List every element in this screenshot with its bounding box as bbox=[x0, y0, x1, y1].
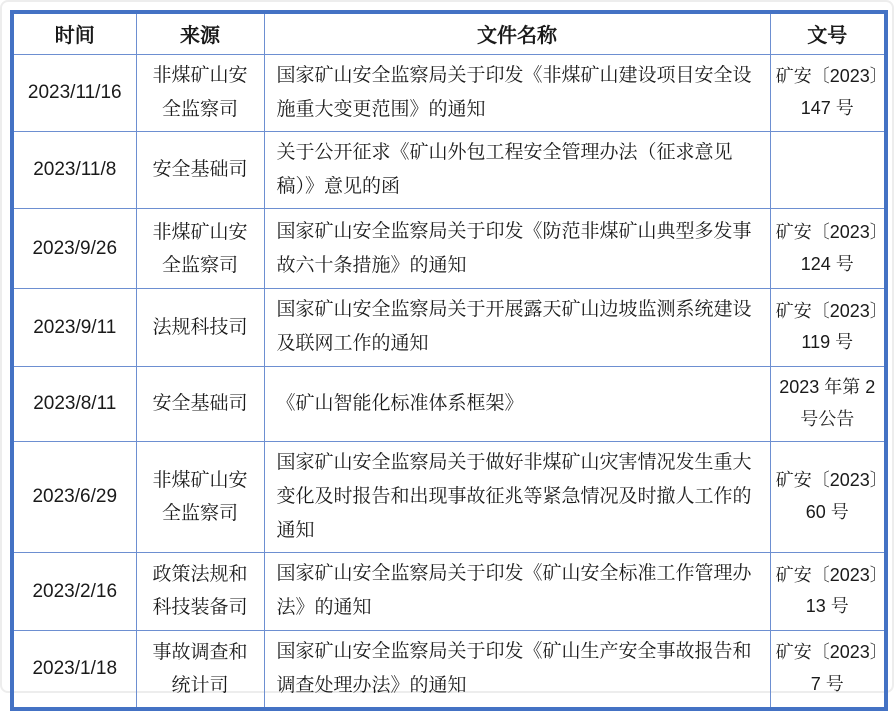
cell-title: 国家矿山安全监察局关于开展露天矿山边坡监测系统建设及联网工作的通知 bbox=[264, 289, 770, 366]
cell-title: 《矿山智能化标准体系框架》 bbox=[264, 366, 770, 441]
cell-time: 2023/9/11 bbox=[12, 289, 136, 366]
cell-time: 2023/11/8 bbox=[12, 131, 136, 208]
cell-source: 非煤矿山安全监察司 bbox=[136, 209, 264, 289]
cell-title: 国家矿山安全监察局关于印发《矿山生产安全事故报告和调查处理办法》的通知 bbox=[264, 630, 770, 709]
table-row bbox=[12, 54, 886, 131]
cell-time: 2023/11/16 bbox=[12, 54, 136, 131]
cell-source: 政策法规和科技装备司 bbox=[136, 553, 264, 630]
column-header-source: 来源 bbox=[136, 12, 264, 54]
cell-source: 安全基础司 bbox=[136, 366, 264, 441]
cell-source: 非煤矿山安全监察司 bbox=[136, 54, 264, 131]
table-row bbox=[12, 209, 886, 289]
cell-number: 矿安〔2023〕124 号 bbox=[770, 209, 886, 289]
regulations-table bbox=[10, 10, 888, 711]
cell-number: 矿安〔2023〕7 号 bbox=[770, 630, 886, 709]
table-row bbox=[12, 441, 886, 553]
cell-time: 2023/6/29 bbox=[12, 441, 136, 553]
cell-time: 2023/1/18 bbox=[12, 630, 136, 709]
column-header-title: 文件名称 bbox=[264, 12, 770, 54]
table-row bbox=[12, 366, 886, 441]
cell-source: 事故调查和统计司 bbox=[136, 630, 264, 709]
cell-title: 国家矿山安全监察局关于印发《防范非煤矿山典型多发事故六十条措施》的通知 bbox=[264, 209, 770, 289]
table-row bbox=[12, 630, 886, 709]
cell-source: 法规科技司 bbox=[136, 289, 264, 366]
header-row bbox=[12, 12, 886, 54]
cell-title: 国家矿山安全监察局关于做好非煤矿山灾害情况发生重大变化及时报告和出现事故征兆等紧急情况及时撤人工作的通知 bbox=[264, 441, 770, 553]
cell-number: 矿安〔2023〕60 号 bbox=[770, 441, 886, 553]
column-header-time: 时间 bbox=[12, 12, 136, 54]
cell-number: 矿安〔2023〕119 号 bbox=[770, 289, 886, 366]
cell-time: 2023/8/11 bbox=[12, 366, 136, 441]
cell-source: 安全基础司 bbox=[136, 131, 264, 208]
cell-number: 矿安〔2023〕13 号 bbox=[770, 553, 886, 630]
cell-title: 关于公开征求《矿山外包工程安全管理办法（征求意见稿）》意见的函 bbox=[264, 131, 770, 208]
cell-time: 2023/2/16 bbox=[12, 553, 136, 630]
table-row bbox=[12, 131, 886, 208]
cell-title: 国家矿山安全监察局关于印发《矿山安全标准工作管理办法》的通知 bbox=[264, 553, 770, 630]
cell-number: 2023 年第 2 号公告 bbox=[770, 366, 886, 441]
cell-title: 国家矿山安全监察局关于印发《非煤矿山建设项目安全设施重大变更范围》的通知 bbox=[264, 54, 770, 131]
cell-time: 2023/9/26 bbox=[12, 209, 136, 289]
column-header-number: 文号 bbox=[770, 12, 886, 54]
cell-source: 非煤矿山安全监察司 bbox=[136, 441, 264, 553]
cell-number bbox=[770, 131, 886, 208]
table-row bbox=[12, 553, 886, 630]
cell-number: 矿安〔2023〕147 号 bbox=[770, 54, 886, 131]
table-row bbox=[12, 289, 886, 366]
